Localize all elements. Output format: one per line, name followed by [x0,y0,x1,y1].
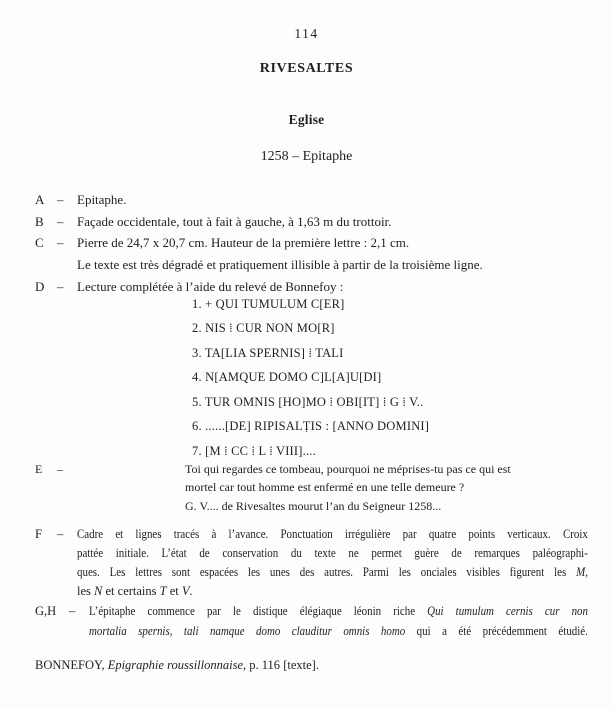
word: BONNEFOY, [35,658,105,673]
item-c-dash: – [57,235,64,251]
item-f [0,525,613,601]
item-d-label: D [35,278,45,294]
item-d [0,276,613,298]
item-c-text [77,232,588,275]
word: et [169,584,179,599]
text-line [89,601,588,621]
word: homo [380,624,406,639]
word: les [77,584,91,599]
word: clauditur [291,624,332,639]
item-c [0,232,613,275]
word: initiale. [115,546,149,561]
word: étudié. [558,624,588,639]
word: permet [371,546,402,561]
word: Les [109,565,126,580]
bibliography-citation [0,658,613,673]
word: roussillonnaise, [167,658,247,673]
item-e-text [77,460,588,516]
word: p. [249,658,259,673]
text-line: 2. NIS ⁞ CUR NON MO[R] [192,321,335,336]
item-gh-dash: – [69,604,76,619]
word: élégiaque [299,604,342,619]
word: quatre [428,527,457,542]
item-a-dash: – [57,192,64,207]
word: onciales [420,565,457,580]
word: certains [117,584,157,599]
item-e-dash: – [57,461,63,476]
word: remarques [474,546,520,561]
word: unes [269,565,290,580]
inscription-transcription [192,297,613,458]
word: de [199,546,210,561]
word: lettres [135,565,162,580]
word: été [458,624,472,639]
word: cernis [506,604,533,619]
item-f-text [77,525,588,601]
word: a [442,624,447,639]
word: verticaux. [507,527,551,542]
item-e [0,460,613,516]
word: distique [253,604,288,619]
item-d-dash: – [57,278,64,294]
word: paléographi- [532,546,588,561]
text-line [77,582,588,601]
word: T [159,584,167,599]
word: Croix [562,527,588,542]
word: du [290,546,302,561]
word: irrégulière [344,527,391,542]
text-line [77,525,588,544]
text-line [77,544,588,563]
word: V. [181,584,193,599]
item-f-dash: – [57,527,64,542]
word: les [554,565,567,580]
word: commence [147,604,195,619]
text-line: Toi qui regardes ce tombeau, pourquoi ne méprises-tu pas ce qui est [185,461,511,476]
word: guère [414,546,439,561]
word: lignes [135,527,162,542]
item-b [0,211,613,233]
catalog-entry [0,189,613,641]
item-f-label: F [35,527,42,542]
item-e-label: E [35,461,43,476]
item-b-label: B [35,213,44,229]
word: points [468,527,496,542]
word: omnis [343,624,370,639]
word: pattée [77,546,104,561]
word: figurent [509,565,545,580]
item-a-text: Epitaphe. [77,192,127,207]
word: tumulum [455,604,494,619]
word: non [571,604,588,619]
word: sont [171,565,191,580]
page-number: 114 [294,26,319,41]
word: ques. [77,565,100,580]
word: le [233,604,241,619]
word: ne [348,546,359,561]
item-c-label: C [35,235,44,251]
word: riche [393,604,416,619]
text-line: mortel car tout homme est enfermé en une telle demeure ? [185,480,465,495]
item-gh-text [89,601,588,641]
word: qui [416,624,431,639]
word: 116 [261,658,281,673]
page-title: RIVESALTES [259,61,354,76]
text-line: Pierre de 24,7 x 20,7 cm. Hauteur de la première lettre : 2,1 cm. [77,235,410,251]
text-line: 6. ......[DE] RIPISALṬIS : [ANNO DOMINI] [192,419,430,434]
word: léonin [353,604,382,619]
word: L’état [161,546,187,561]
entry-heading: 1258 – Epitaphe [260,149,353,164]
word: [texte]. [283,658,319,673]
text-line: Le texte est très dégradé et pratiquement illisible à partir de la troisième ligne. [77,257,483,273]
word: tali [183,624,199,639]
word: L’épitaphe [89,604,136,619]
word: Epigraphie [107,658,164,673]
word: par [402,527,417,542]
item-gh [0,601,613,641]
word: et [105,584,115,599]
word: visibles [466,565,500,580]
text-line: G. V.... de Rivesaltes mourut l’an du Seigneur 1258... [185,498,442,513]
word: conservation [222,546,279,561]
word: les [398,565,411,580]
word: l’avance. [228,527,269,542]
word: texte [314,546,336,561]
word: précédemment [482,624,547,639]
text-line [77,563,588,582]
word: des [299,565,315,580]
word: et [115,527,124,542]
item-a [0,189,613,211]
word: Ponctuation [280,527,333,542]
item-d-text: Lecture complétée à l’aide du relevé de Bonnefoy : [77,278,344,294]
section-title: Eglise [288,112,325,127]
word: spernis, [138,624,173,639]
text-line: 4. N[AMQUE DOMO C]L[A]U[DI] [192,370,382,385]
text-line [89,621,588,641]
item-b-dash: – [57,213,64,229]
text-line: 1. + QUI TUMULUM C[ER] [192,296,345,311]
word: tracés [173,527,200,542]
word: Parmi [362,565,389,580]
word: espacées [199,565,239,580]
word: M, [576,565,588,580]
word: mortalia [89,624,127,639]
text-line: 5. TUR OMNIS [HO]MO ⁞ OBI[IT] ⁞ G ⁞ V.. [192,394,424,409]
text-line: 3. TA[LIA SPERNIS] ⁞ TALI [192,345,344,360]
word: les [247,565,261,580]
item-b-text: Façade occidentale, tout à fait à gauche, à 1,63 m du trottoir. [77,213,392,229]
word: Cadre [77,527,104,542]
word: namque [209,624,245,639]
word: autres. [324,565,354,580]
item-gh-label: G,H [35,604,57,619]
word: Qui [427,604,444,619]
word: à [211,527,217,542]
item-a-label: A [35,192,45,207]
text-line: 7. [M ⁞ CC ⁞ L ⁞ VIII].... [192,443,316,458]
word: par [206,604,221,619]
word: N [94,584,103,599]
word: de [451,546,462,561]
word: cur [544,604,560,619]
word: domo [256,624,281,639]
translation-block [185,460,588,516]
